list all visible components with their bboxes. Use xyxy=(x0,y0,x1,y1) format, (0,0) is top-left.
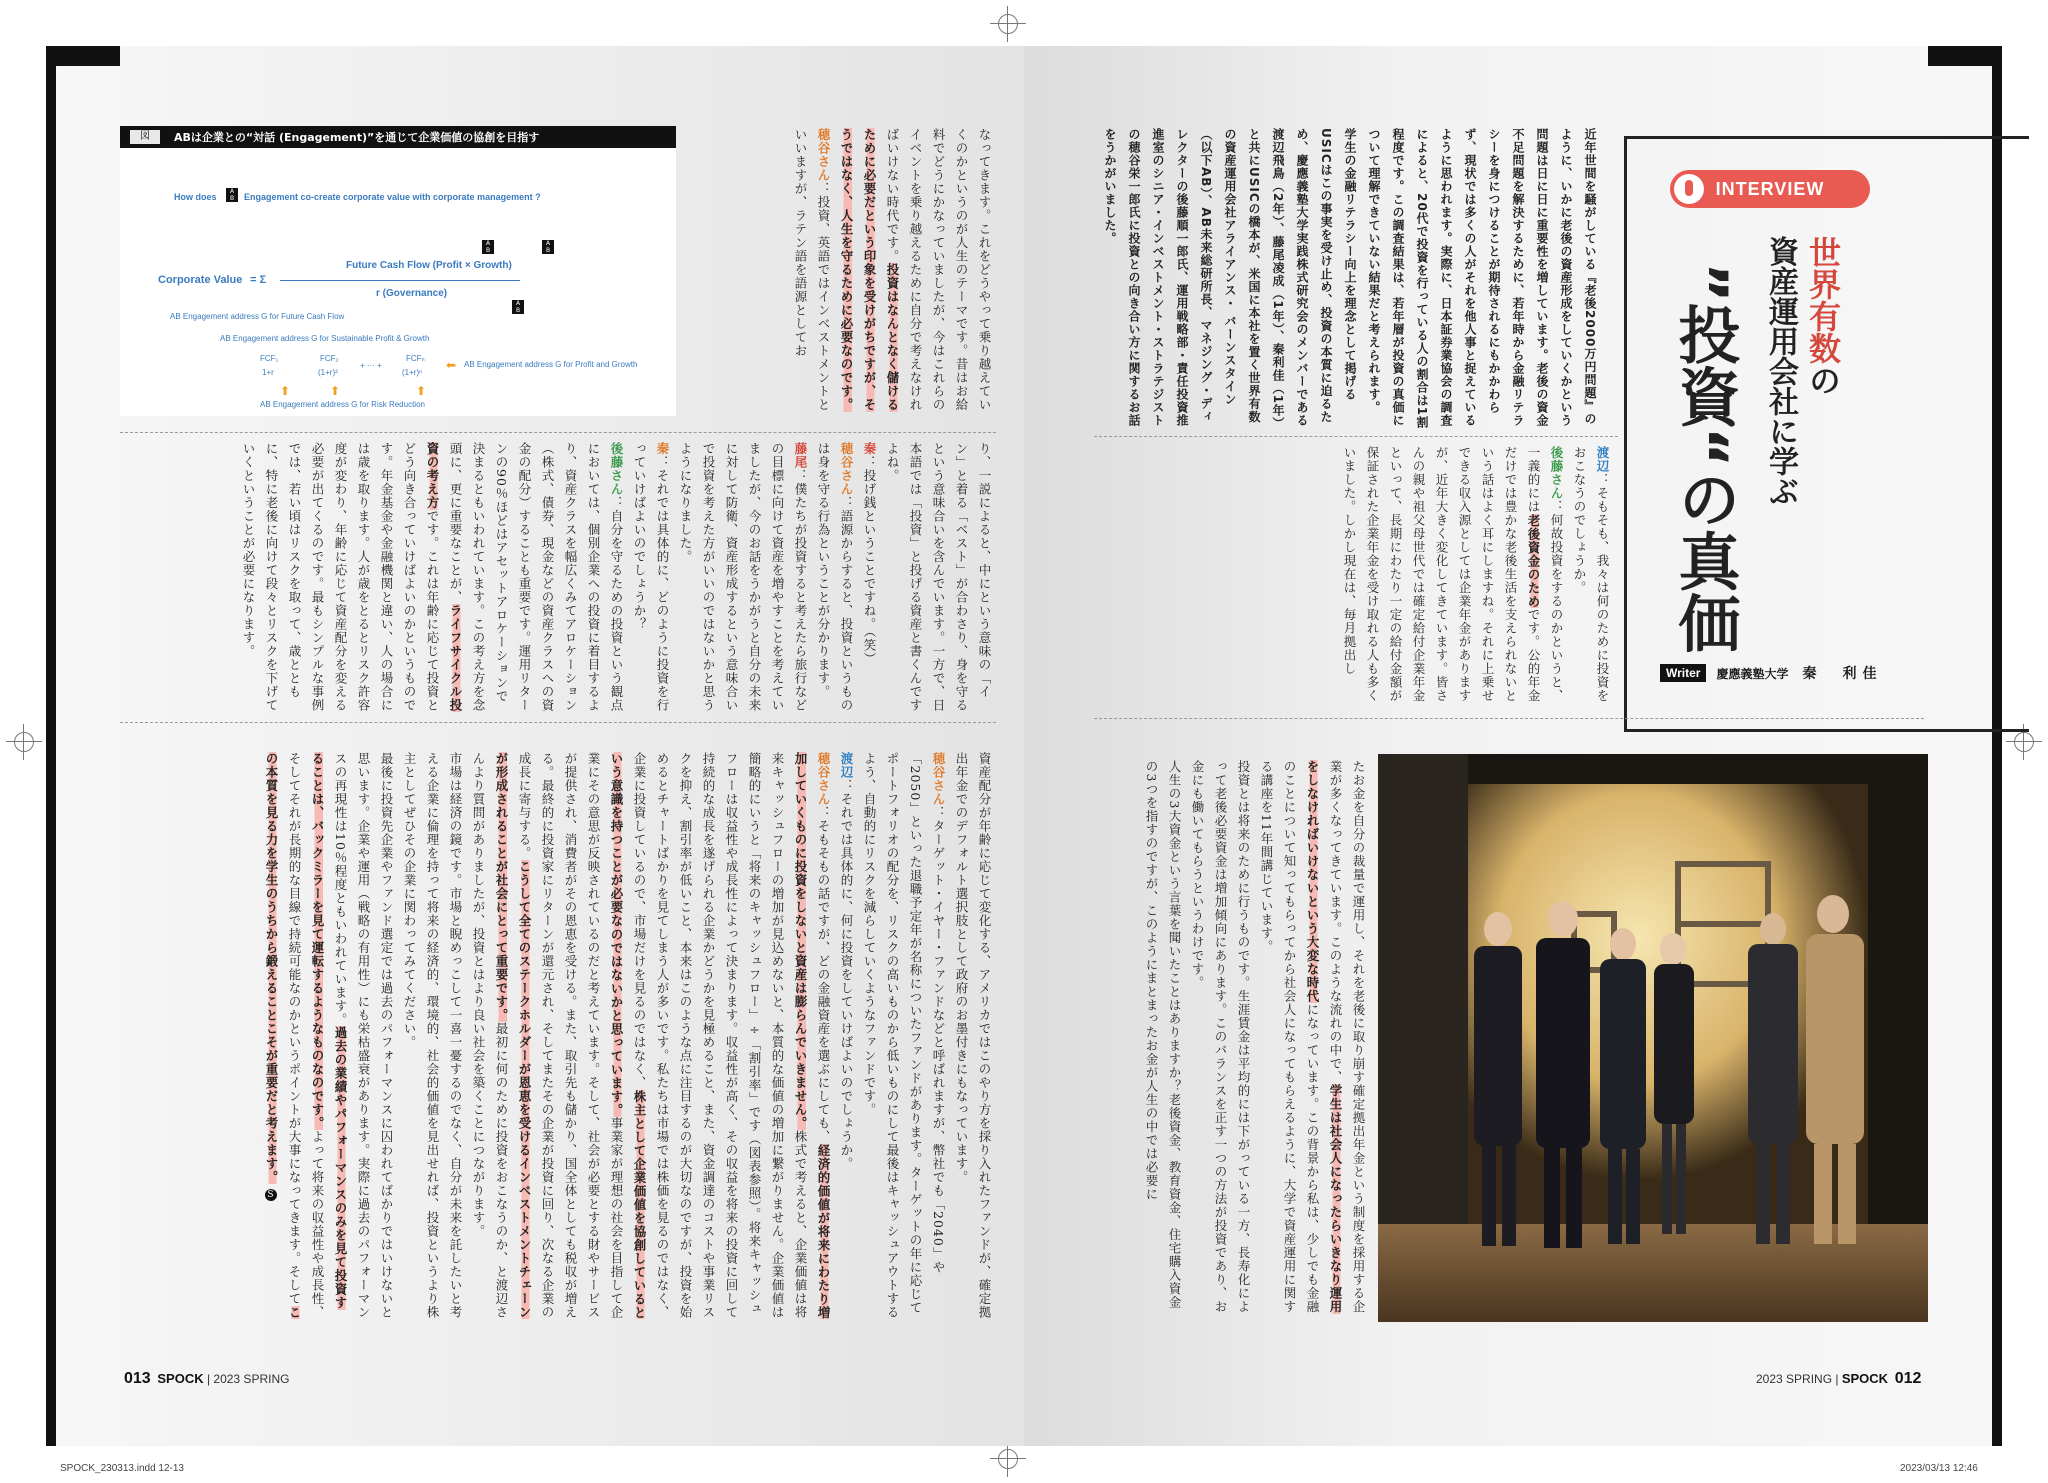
column-rule xyxy=(120,722,996,724)
ab-logo-icon: A B xyxy=(226,188,238,202)
registration-mark-left xyxy=(6,724,42,760)
folio-left: 013 SPOCK | 2023 SPRING xyxy=(124,1370,290,1387)
body-column-right-mid: 渡辺：そもそも、我々は何のために投資をおこなうのでしょうか。 後藤さん：何故投資をするのかというと、一義的には老後資金のためです。公的年金だけでは豊かな老後生活を支えられないという話はよく耳にしますね。それに上乗せできる収入源としては企業年金がありますが、近年大きく変化してきています。皆さんの親や祖父母世代では確定給付企業年金といって、長期にわたり一定の給付金額が保証された企業年金を受け取れる人も多くいました。しかし現在は、毎月拠出し xyxy=(1342,446,1610,703)
microphone-icon xyxy=(1674,174,1704,204)
title-line-1: 世界有数の xyxy=(1804,236,1842,396)
figure-header xyxy=(120,126,676,148)
registration-mark-bottom xyxy=(990,1441,1026,1477)
interview-photo xyxy=(1378,754,1928,1322)
title-line-2: 資産運用会社に学ぶ xyxy=(1763,236,1798,506)
ab-logo-icon: A B xyxy=(542,240,554,254)
slug-filename: SPOCK_230313.indd 12-13 xyxy=(60,1463,184,1474)
body-column-left-mid: り、一説によると、中にという意味の「イン」と着る「ベスト」が合わさり、身を守るという意味合いを含んでいます。一方で、日本語では「投資」と投げる資産と書くんですよね。 秦：投げ銭ということですね。（笑） 穂谷さん：語源からすると、投資というものは身を守る行為ということが分かります。 藤尾：僕たちが投資すると考えたら旅行などの目標に向けて資産を増やすことを考えていましたが、今のお話をうかがうと自分の未来に対して防衛、資産形成するという意味合いで投資を考えた方がいいのではないかと思うようになりました。 秦：それでは具体的に、どのように投資を行っていけばよいのでしょうか？ 後藤さん：自分を守るための投資という観点においては、個別企業への投資に着目するより、資産クラスを幅広くみてアロケーション（株式、債券、現金などの資産クラスへの資金の配分）することも重要です。運用リターンの90％ほどはアセットアロケーションで決まるともいわれています。この考え方を念頭に、更に重要なことが、ライフサイクル投資の考え方です。これは年齢に応じて投資とどう向き合っていけばよいのかというものです。年金基金や金融機関と違い、人の場合には歳を取ります。人が歳をとるとリスク許容度が変わり、年齢に応じて資産配分を変える必要が出てくるのです。最もシンプルな事例では、若い頃はリスクを取って、歳とともに、特に老後に向けて段々とリスクを下げていくということが必要になります。 xyxy=(241,442,992,712)
title-line-3: ”投資“の真価 xyxy=(1668,262,1741,654)
body-column-left-top: なってきます。これをどうやって乗り越えていくのかというのが人生のテーマです。昔はお給料でどうにかなっていましたが、今はこれらのイベントを乗り越えるために自分で考えなければいけない時代です。投資はなんとなく儲けるために必要だという印象を受けがちですが、そうではなく、人生を守るために必要なのです。 穂谷さん：投資、英語ではインベストメントといいますが、ラテン語を語源としてお xyxy=(793,128,992,412)
figure-diagram xyxy=(120,126,676,416)
arrow-icon: ⬅ xyxy=(446,358,457,372)
ab-logo-icon: A B xyxy=(512,300,524,314)
corner-bar xyxy=(46,46,120,66)
arrow-icon: ⬆ xyxy=(280,384,291,398)
edge-bar xyxy=(46,46,56,1446)
writer-label: Writer xyxy=(1660,664,1706,682)
folio-right: 2023 SPRING | SPOCK 012 xyxy=(1756,1370,1922,1387)
writer-credit xyxy=(1660,662,2000,684)
writer-name: 秦 利佳 xyxy=(1802,666,1883,682)
column-rule xyxy=(1094,718,1924,720)
corner-bar xyxy=(1928,46,2002,66)
arrow-icon: ⬆ xyxy=(416,384,427,398)
slug-timestamp: 2023/03/13 12:46 xyxy=(1900,1463,1978,1474)
arrow-icon: ⬆ xyxy=(330,384,341,398)
registration-mark-top xyxy=(990,6,1026,42)
lead-block: 近年世間を騒がしている『老後2000万円問題』のように、いかに老後の資産形成をしていくかという問題は日に日に重要性を増しています。老後の資金不足問題を解決するために、若年時から金融リテラシーを身につけることが期待されるにもかかわらず、現状では多くの人がそれを他人事と捉えているように思われます。実際に、日本証券業協会の調査によると、20代で投資を行っている人の割合は1割程度です。この調査結果は、若年層が投資の真価について理解できていない結果だと考えられます。 学生の金融リテラシー向上を理念として掲げるUSICはこの事実を受け止め、投資の本質に迫るため、慶應義塾大学実践株式研究会のメンバーである渡辺飛鳥（2年）、藤尾凌成（1年）、秦利佳（1年）と共にUSICの橋本が、米国に本社を置く世界有数の資産運用会社アライアンス・ バーンスタイン（以下AB）、AB未来総研所長、マネジング・ディレクターの後藤順一郎氏、運用戦略部・責任投資推進室のシニア・インベストメント・ストラテジストの穂谷栄一郎氏に投資との向き合い方に関するお話をうかがいました。 xyxy=(1103,128,1597,430)
interview-badge: INTERVIEW xyxy=(1670,170,1870,208)
body-column-right-low: たお金を自分の裁量で運用し、それを老後に取り崩す確定拠出年金という制度を採用する企業が多くなってきています。このような流れの中で、学生は社会人になったらいきなり運用をしなければいけないという大変な時代になっています。この背景から私は、少しでも金融のことについて知ってもらってから社会人になってもらえるように、大学で資産運用に関する講座を11年間講じています。 投資とは将来のために行うものです。生涯賃金は平均的には下がっている一方、長寿化によって老後必要資金は増加傾向にあります。このバランスを正す一つの方法が投資であり、お金にも働いてもらうというわけです。 人生の3大資金という言葉を聞いたことはありますか？老後資金、教育資金、住宅購入資金の3つを指すのですが、このようにまとまったお金が人生の中では必要に xyxy=(1144,760,1366,1314)
ab-logo-icon: A B xyxy=(482,240,494,254)
column-rule xyxy=(120,432,996,434)
title-highlight: 世界有数 xyxy=(1804,236,1842,364)
writer-univ: 慶應義塾大学 xyxy=(1716,666,1789,681)
figure-tag: 図 xyxy=(130,130,160,144)
figure-body: How does A B Engagement co-create corporate value with corporate management ? Corporate Value = Σ Future Cash Flow (Profit × Growth) r (Governance) A B A B A B AB Engagement address G for Future Cash Flow AB Engagement address G for Sustainable Profit & Growth FCF₁ 1+r FCF₂ (1+r)² + ··· + FCFₙ (1+r)ⁿ AB Engagement address G for Profit and Growth AB Engagement address G for Risk Reduction ⬆ ⬆ ⬆ ⬅ xyxy=(158,188,638,409)
body-column-left-low: 資産配分が年齢に応じて変化する、アメリカではこのやり方を採り入れたファンドが、確定拠出年金でのデフォルト選択肢として政府のお墨付きにもなっています。 穂谷さん：ターゲット・イヤー・ファンドなどと呼ばれますが、幣社でも「2040」や「2050」といった退職予定年が名称についたファンドがあります。ターゲットの年に応じてポートフォリオの配分を、リスクの高いものから低いものにして最後はキャッシュアウトするよう、自動的にリスクを減らしていくようなファンドです。 渡辺：それでは具体的に、何に投資をしていけばよいのでしょうか。 穂谷さん：そもそもの話ですが、どの金融資産を選ぶにしても、経済的価値が将来にわたり増加していくものに投資をしないと資産は膨らんでいきません。株式で考えると、企業価値は将来キャッシュフローの増加が見込めないと、本質的な価値の増加に繋がりません。企業価値は簡略的にいうと「将来のキャッシュフロー」÷「割引率」です（図表参照）。将来キャッシュフローは収益性や成長性によって決まります。収益性が高く、その収益を将来の投資に回して持続的な成長を遂げられる企業かどうかを見極めること、また、資金調達のコストや事業リスクを抑え、割引率が低いこと、本来はこのような点に注目するのが大切なのですが、投資を始めるとチャートばかりを見てしまう人が多いです。私たちは市場では株価を見るのではなく、企業に投資しているので、市場だけを見るのではなく、株主として企業価値を協創しているという意識を持つことが必要なのではないかと思っています。事業家が理想の社会を目指して企業にその意思が反映されているのだと考えています。そして、社会が必要とする財やサービスが提供され、消費者がその恩恵を受ける。また、取引先も儲かり、国全体としても税収が増える。最終的に投資家にリターンが還元され、そしてまたその企業が投資に回り、次なる企業の成長に寄与する。こうして全てのステークホルダーが恩恵を受けるインベストメントチェーンが形成されることが社会にとって重要です。最初に何のために投資をおこなうのか、と渡辺さんより質問がありましたが、投資とはより良い社会を築くことにつながります。 市場は経済の鏡です。市場と睨めっこして一喜一憂するのでなく、自分が未来を託したいと考える企業に倫理を持って将来の経済的、環境的、社会的価値を見出せれば、投資というより株主としてぜひその企業に関わってみてください。 最後に投資先企業やファンド選定では過去のパフォーマンスに囚われてばかりではいけないと思います。企業や運用（戦略の有用性）にも栄枯盛衰があります。実際に過去のパフォーマンスの再現性は10％程度ともいわれています。過去の業績やパフォーマンスのみを見て投資することは、バックミラーを見て運転するようなものなのです。よって将来の収益性や成長性、そしてそれが長期的な目線で持続可能なのかというポイントが大事になってきます。そしてこの本質を見る力を学生のうちから鍛えることこそが重要だと考えます。 S xyxy=(264,752,992,1319)
fraction-bar xyxy=(280,280,520,281)
end-mark-icon: S xyxy=(265,1189,277,1201)
figure-caption: ABは企業との“対話 (Engagement)”を通じて企業価値の協創を目指す xyxy=(174,131,540,144)
column-rule xyxy=(1094,436,1618,438)
